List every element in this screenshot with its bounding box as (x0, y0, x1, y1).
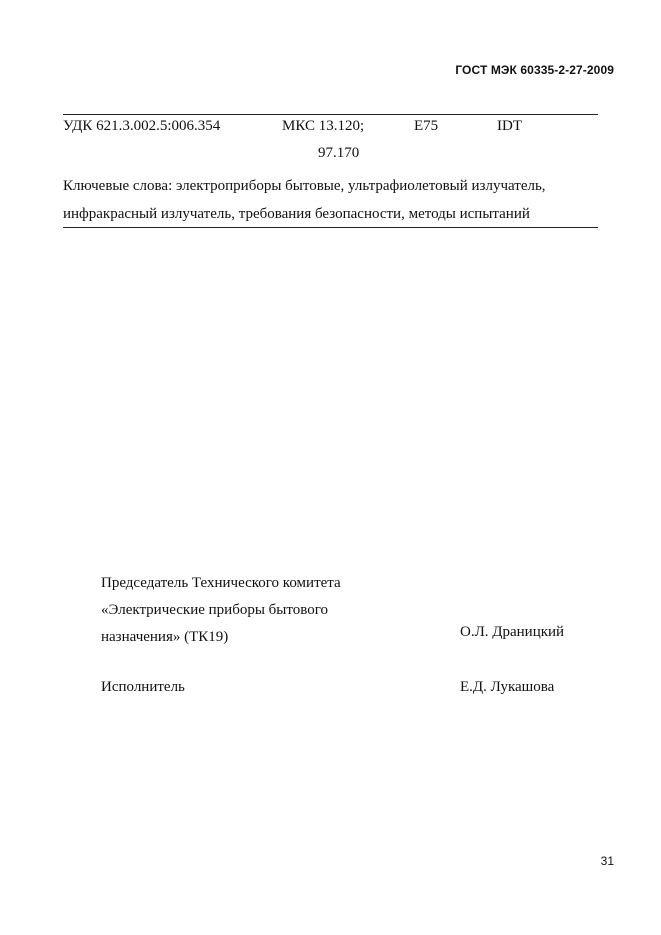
keywords-line-2: инфракрасный излучатель, требования безопасности, методы испытаний (63, 206, 530, 222)
chair-title-line-1: Председатель Технического комитета (101, 575, 341, 591)
mks-code-continued: 97.170 (318, 145, 360, 161)
chair-title-line-3: назначения» (ТК19) (101, 629, 229, 645)
keywords-line-1: Ключевые слова: электроприборы бытовые, ультрафиолетовый излучатель, (63, 178, 546, 194)
top-divider (63, 114, 598, 115)
committee-chair-block (101, 570, 521, 651)
okc-code: Е75 (414, 118, 439, 134)
mks-code: МКС 13.120; (282, 118, 365, 134)
chair-name: О.Л. Драницкий (460, 624, 565, 640)
standard-number: ГОСТ МЭК 60335-2-27-2009 (455, 63, 614, 77)
bottom-divider (63, 227, 598, 228)
executor-name: Е.Д. Лукашова (460, 679, 555, 695)
degree-of-conformity: IDT (497, 118, 522, 134)
chair-title-line-2: «Электрические приборы бытового (101, 602, 328, 618)
page-number: 31 (600, 854, 614, 868)
udk-code: УДК 621.3.002.5:006.354 (63, 118, 221, 134)
keywords-block (63, 172, 603, 228)
executor-label: Исполнитель (101, 679, 185, 695)
